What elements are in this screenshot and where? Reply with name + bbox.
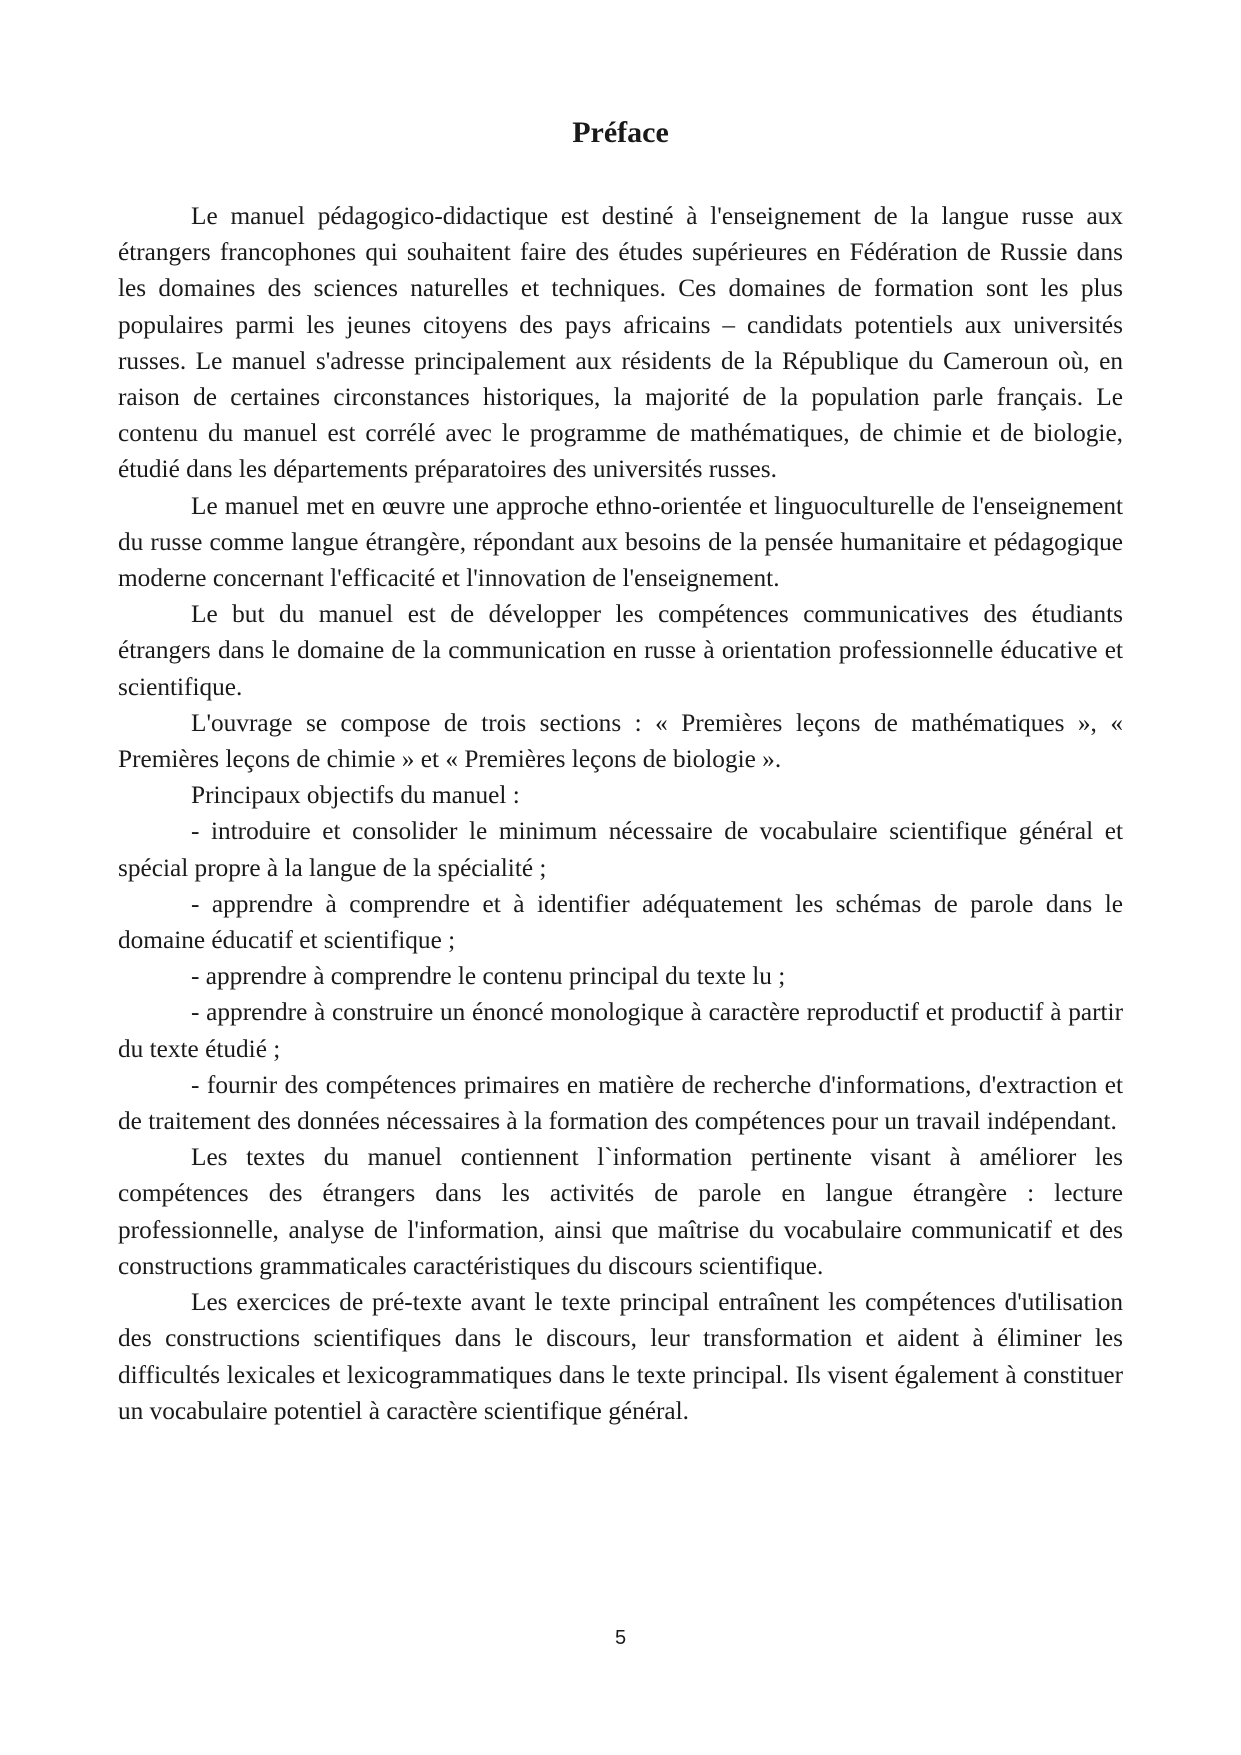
objective-item: - apprendre à construire un énoncé monologique à caractère reproductif et productif à partir du texte étudié ; — [118, 998, 1123, 1063]
paragraph-sections: L'ouvrage se compose de trois sections : « Premières leçons de mathématiques », « Premières leçons de chimie » et « Premières leçons de biologie ». — [118, 708, 1123, 774]
document-page — [118, 0, 1123, 1755]
objective-item: - apprendre à comprendre le contenu principal du texte lu ; — [191, 962, 786, 991]
page-number: 5 — [614, 1627, 627, 1649]
paragraph-exercises: Les exercices de pré-texte avant le texte principal entraînent les compétences d'utilisation des constructions scientifiques dans le discours, leur transformation et aident à éliminer les difficultés lexicales et lexicogrammatiques dans le texte principal. Ils visent également à constituer un vocabulaire potentiel à caractère scientifique général. — [118, 1288, 1123, 1425]
objective-item: - introduire et consolider le minimum nécessaire de vocabulaire scientifique général et spécial propre à la langue de la spécialité ; — [118, 817, 1123, 882]
document-body — [118, 198, 1123, 1429]
page-title: Préface — [572, 116, 669, 149]
paragraph-approach: Le manuel met en œuvre une approche ethno-orientée et linguoculturelle de l'enseignement du russe comme langue étrangère, répondant aux besoins de la pensée humanitaire et pédagogique moderne concernant l'efficacité et l'innovation de l'enseignement. — [118, 491, 1123, 593]
paragraph-goal: Le but du manuel est de développer les compétences communicatives des étudiants étrangers dans le domaine de la communication en russe à orientation professionnelle éducative et scientifique. — [118, 600, 1123, 701]
paragraph-texts: Les textes du manuel contiennent l`information pertinente visant à améliorer les compétences des étrangers dans les activités de parole en langue étrangère : lecture professionnelle, analyse de l'information, ainsi que maîtrise du vocabulaire communicatif et des constructions grammaticales caractéristiques du discours scientifique. — [118, 1143, 1123, 1280]
objective-item: - apprendre à comprendre et à identifier adéquatement les schémas de parole dans le domaine éducatif et scientifique ; — [118, 889, 1123, 955]
objective-item: - fournir des compétences primaires en matière de recherche d'informations, d'extraction et de traitement des données nécessaires à la formation des compétences pour un travail indépendant. — [118, 1070, 1123, 1136]
paragraph-objectives-heading: Principaux objectifs du manuel : — [191, 781, 520, 810]
paragraph-intro: Le manuel pédagogico-didactique est destiné à l'enseignement de la langue russe aux étrangers francophones qui souhaitent faire des études supérieures en Fédération de Russie dans les domaines des sciences naturelles et techniques. Ces domaines de formation sont les plus populaires parmi les jeunes citoyens des pays africains – candidats potentiels aux universités russes. Le manuel s'adresse principalement aux résidents de la République du Cameroun où, en raison de certaines circonstances historiques, la majorité de la population parle français. Le contenu du manuel est corrélé avec le programme de mathématiques, de chimie et de biologie, étudié dans les départements préparatoires des universités russes. — [118, 202, 1123, 484]
